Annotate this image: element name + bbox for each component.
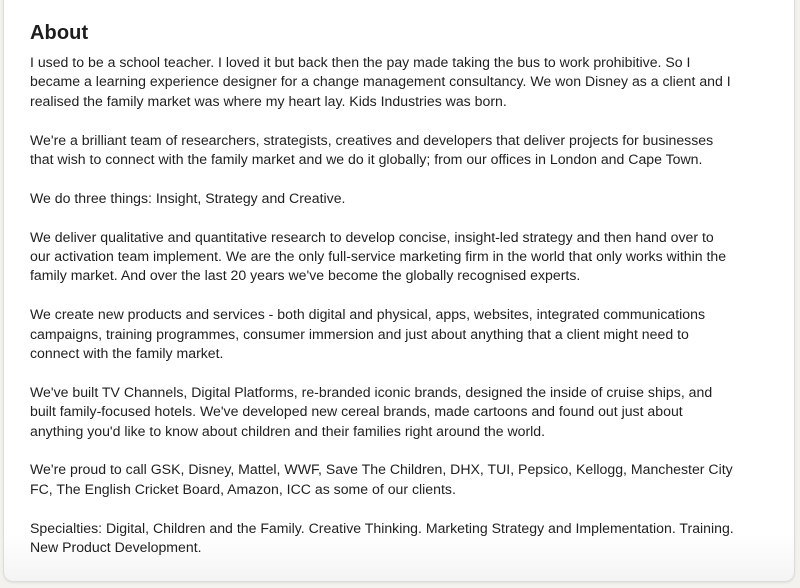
about-paragraph-1 xyxy=(30,53,782,111)
about-title: About xyxy=(30,22,89,44)
text-line: We're proud to call GSK, Disney, Mattel, WWF, Save The Children, DHX, TUI, Pepsico, Kellogg, Manchester City xyxy=(30,461,733,478)
about-specialties xyxy=(30,519,782,558)
text-line: built family-focused hotels. We've developed new cereal brands, made cartoons and found out just about xyxy=(30,403,683,420)
text-line: became a learning experience designer for a change management consultancy. We won Disney as a client and I xyxy=(30,73,731,90)
text-line: We deliver qualitative and quantitative research to develop concise, insight-led strategy and then hand over to xyxy=(30,228,714,245)
about-body xyxy=(30,53,782,577)
text-line: campaigns, training programmes, consumer immersion and just about anything that a client might need to xyxy=(30,325,689,342)
text-line: We're a brilliant team of researchers, strategists, creatives and developers that deliver projects for businesses xyxy=(30,131,714,148)
text-line: our activation team implement. We are the only full-service marketing firm in the world that only works within the xyxy=(30,248,727,265)
text-line: FC, The English Cricket Board, Amazon, ICC as some of our clients. xyxy=(30,480,456,497)
about-paragraph-3 xyxy=(30,189,782,208)
text-line: connect with the family market. xyxy=(30,345,224,362)
text-line: We've built TV Channels, Digital Platforms, re-branded iconic brands, designed the inside of cruise ships, and xyxy=(30,383,713,400)
about-paragraph-2 xyxy=(30,131,782,170)
text-line: Specialties: Digital, Children and the Family. Creative Thinking. Marketing Strategy and Implementation. Training. xyxy=(30,519,734,536)
about-card xyxy=(3,0,795,582)
about-paragraph-7 xyxy=(30,460,782,499)
text-line: that wish to connect with the family market and we do it globally; from our offices in London and Cape Town. xyxy=(30,151,703,168)
text-line: family market. And over the last 20 years we've become the globally recognised experts. xyxy=(30,267,581,284)
about-paragraph-6 xyxy=(30,383,782,441)
text-line: I used to be a school teacher. I loved it but back then the pay made taking the bus to work prohibitive. So I xyxy=(30,54,691,70)
text-line: realised the family market was where my heart lay. Kids Industries was born. xyxy=(30,92,507,109)
text-line: anything you'd like to know about children and their families right around the world. xyxy=(30,422,546,439)
about-paragraph-4 xyxy=(30,228,782,286)
text-line: We create new products and services - both digital and physical, apps, websites, integrated communications xyxy=(30,306,706,323)
about-paragraph-5 xyxy=(30,305,782,363)
text-line: New Product Development. xyxy=(30,539,202,556)
text-line: We do three things: Insight, Strategy and Creative. xyxy=(30,189,346,206)
